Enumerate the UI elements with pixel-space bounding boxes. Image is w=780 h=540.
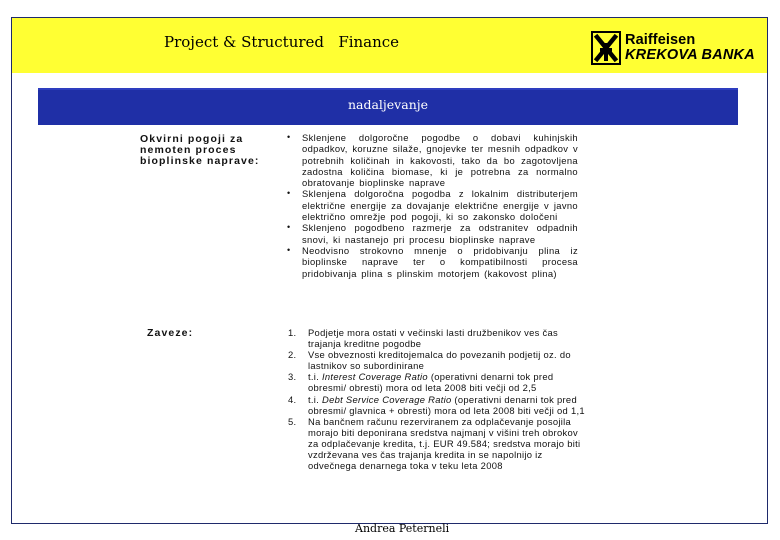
- section-banner-text: nadaljevanje: [347, 97, 429, 112]
- list-item: 2. Vse obveznosti kreditojemalca do povezanih podjetij oz. do lastnikov so subordinirane: [288, 349, 571, 372]
- section-banner: [38, 88, 738, 125]
- list-item: • Sklenjena dolgoročna pogodba z lokalnim distributerjem električne energije za dovajanje električne energije v javno električno omrežje pod pogoji, ki so zakonsko določeni: [287, 188, 578, 223]
- conditions-label: Okvirni pogoji za nemoten proces bioplinske naprave:: [140, 133, 260, 167]
- page-title: Project & Structured Finance: [164, 33, 400, 51]
- footer-author: Andrea Peterneli: [355, 522, 450, 535]
- bullet-icon: •: [287, 244, 291, 255]
- list-item: • Sklenjeno pogodbeno razmerje za odstranitev odpadnih snovi, ki nastanejo pri procesu bioplinske naprave: [287, 222, 578, 245]
- list-item: 4. t.i. Debt Service Coverage Ratio (operativni denarni tok pred obresmi/ glavnica + obresti) mora od leta 2008 biti večji od 1,1: [288, 393, 585, 416]
- covenants-list: [286, 327, 586, 471]
- list-item: • Neodvisno strokovno mnenje o pridobivanju plina iz bioplinske naprave ter o kompatibilnosti procesa pridobivanja plina s plinskim motorjem (kakovost plina): [287, 244, 578, 279]
- list-item: • Sklenjene dolgoročne pogodbe o dobavi kuhinjskih odpadkov, koruzne silaže, gnojevke ter mesnih odpadkov v potrebnih količinah in kakovosti, tako da bo zagotovljena zadostna količina biomase, ki je potrebna za normalno obratovanje bioplinske naprave: [287, 132, 578, 189]
- list-item: 3. t.i. Interest Coverage Ratio (operativni denarni tok pred obresmi/ obresti) mora od leta 2008 biti večji od 2,5: [288, 371, 554, 394]
- bank-logo: [591, 30, 755, 66]
- conditions-list: [284, 132, 578, 279]
- bullet-icon: •: [287, 132, 291, 142]
- bullet-icon: •: [287, 188, 291, 199]
- logo-line-bank-name: KREKOVA BANKA: [625, 47, 755, 63]
- list-item: 5. Na bančnem računu rezerviranem za odplačevanje posojila morajo biti deponirana sredstva najmanj v višini treh obrokov za odplačevanje kredita, t.j. EUR 49.584; sredstva morajo biti vzdrževana ves čas trajanja kredita in se napolnijo iz odvečnega denarnega toka v teku leta 2008: [288, 415, 581, 472]
- logo-line-raiffeisen: Raiffeisen: [625, 32, 696, 48]
- covenants-label: Zaveze:: [147, 327, 194, 339]
- bullet-icon: •: [287, 222, 291, 233]
- raiffeisen-gable-cross-icon: [591, 31, 621, 65]
- list-item: 1. Podjetje mora ostati v večinski lasti družbenikov ves čas trajanja kreditne pogodbe: [288, 327, 559, 350]
